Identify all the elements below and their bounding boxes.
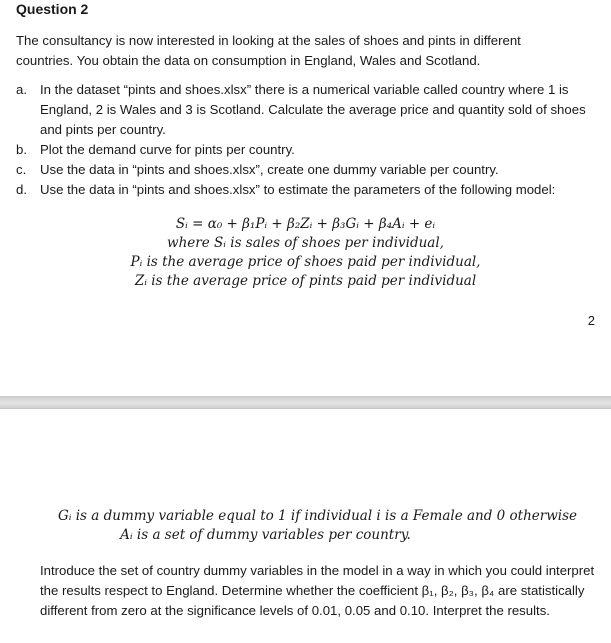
list-item — [16, 80, 601, 140]
model-definition-z: Zᵢ is the average price of pints paid per individual — [134, 273, 477, 289]
list-marker: c. — [16, 162, 27, 177]
list-marker: d. — [16, 182, 27, 197]
page-number: 2 — [587, 313, 595, 328]
list-text: In the dataset “pints and shoes.xlsx” there is a numerical variable called country where 1 is England, 2 is Wales and 3 is Scotland. Calculate the average price and quantity sold of shoes and pints per country. — [40, 82, 586, 137]
closing-paragraph: Introduce the set of country dummy variables in the model in a way in which you could interpret the results respect to England. Determine whether the coefficient β₁, β₂, β₃, β₄ are statistically different from zero at the significance levels of 0.01, 0.05 and 0.10. Interpret the results. — [40, 563, 595, 618]
model-definition-g: Gᵢ is a dummy variable equal to 1 if individual i is a Female and 0 otherwise — [57, 508, 578, 524]
list-text: Use the data in “pints and shoes.xlsx” to estimate the parameters of the following model: — [40, 182, 556, 197]
model-definition-p: Pᵢ is the average price of shoes paid per individual, — [130, 254, 481, 270]
list-item — [16, 140, 601, 160]
model-definition-a: Aᵢ is a set of dummy variables per country. — [120, 527, 411, 543]
task-list — [16, 80, 601, 200]
question-title: Question 2 — [16, 1, 89, 17]
list-text: Plot the demand curve for pints per country. — [40, 142, 295, 157]
list-marker: b. — [16, 142, 27, 157]
list-text: Use the data in “pints and shoes.xlsx”, create one dummy variable per country. — [40, 162, 499, 177]
model-definition-s: where Sᵢ is sales of shoes per individual, — [167, 235, 444, 251]
model-equation: Sᵢ = α₀ + β₁Pᵢ + β₂Zᵢ + β₃Gᵢ + β₄Aᵢ + eᵢ — [175, 216, 436, 232]
list-item — [16, 180, 601, 200]
question-intro: The consultancy is now interested in looking at the sales of shoes and pints in different countries. You obtain the data on consumption in England, Wales and Scotland. — [16, 33, 521, 68]
page-separator — [0, 396, 611, 409]
list-item — [16, 160, 601, 180]
list-marker: a. — [16, 82, 27, 97]
